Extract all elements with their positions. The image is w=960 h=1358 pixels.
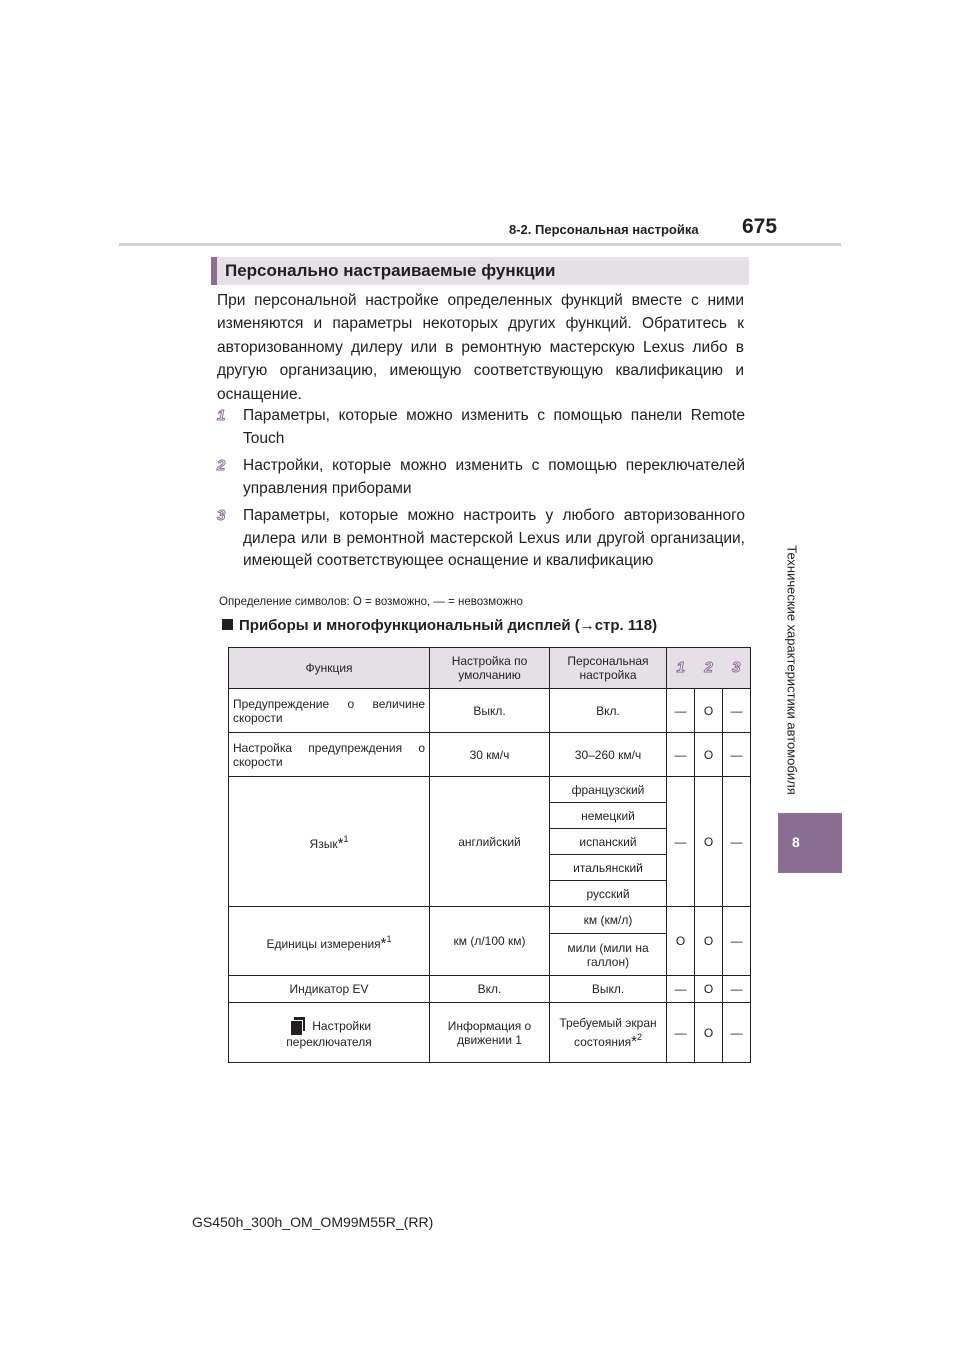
table-row: [229, 777, 751, 803]
table-row: [229, 907, 751, 934]
method-2: O: [695, 689, 723, 733]
option-value: русский: [550, 881, 667, 907]
circled-number-icon: 3: [217, 507, 226, 524]
function-name-text: Язык: [309, 837, 338, 851]
circled-number-icon: 1: [217, 407, 226, 424]
function-name: Индикатор EV: [229, 976, 430, 1003]
header-rule: [119, 243, 841, 246]
personal-value: 30–260 км/ч: [550, 733, 667, 777]
method-1: —: [667, 1003, 695, 1063]
method-1: —: [667, 976, 695, 1003]
list-item-text: Параметры, которые можно изменить с помощью панели Remote Touch: [243, 407, 745, 447]
intro-paragraph: При персональной настройке определенных функций вместе с ними изменяются и параметры некоторых других функций. Обратитесь к авторизованному дилеру или в ремонтную мастерскую Lexus либо в другую организацию, имеющую соответствующую квалификацию и оснащение.: [217, 292, 744, 403]
default-value: 30 км/ч: [430, 733, 550, 777]
function-name: [229, 777, 430, 907]
footnote-ref: 2: [637, 1032, 643, 1042]
settings-table: [228, 647, 751, 1063]
option-value: км (км/л): [550, 907, 667, 934]
list-item-text: Параметры, которые можно настроить у любого авторизованного дилера или в ремонтной мастерской Lexus или другой организации, имеющей соответствующее оснащение и квалификацию: [243, 507, 745, 569]
method-1: —: [667, 733, 695, 777]
function-name: Предупреждение о величине скорости: [229, 689, 430, 733]
default-value: Вкл.: [430, 976, 550, 1003]
personal-value: [550, 1003, 667, 1063]
footnote-star-icon: *: [631, 1033, 637, 1050]
side-chapter-label: [784, 537, 800, 803]
function-name: [229, 907, 430, 976]
method-2: O: [695, 733, 723, 777]
header-function: Функция: [229, 648, 430, 689]
list-item-text: Настройки, которые можно изменить с помощью переключателей управления приборами: [243, 457, 745, 497]
header-personal: Персональная настройка: [550, 648, 667, 689]
option-value: французский: [550, 777, 667, 803]
page-number: 675: [742, 215, 778, 238]
default-value: Информация о движении 1: [430, 1003, 550, 1063]
header-default: Настройка по умолчанию: [430, 648, 550, 689]
table-row: [229, 689, 751, 733]
section-accent: [211, 257, 217, 285]
side-chapter-text: Технические характеристики автомобиля: [784, 545, 800, 795]
default-value: км (л/100 км): [430, 907, 550, 976]
circled-number-icon: 1: [676, 659, 685, 676]
footnote-ref: 1: [343, 834, 349, 844]
circled-number-icon: 3: [732, 659, 741, 676]
method-1: —: [667, 689, 695, 733]
document-stack-icon: [291, 1017, 305, 1034]
circled-number-icon: 2: [704, 659, 713, 676]
personal-value: Вкл.: [550, 689, 667, 733]
symbol-legend: Определение символов: O = возможно, — = невозможно: [219, 596, 523, 608]
footer-doc-code: GS450h_300h_OM_OM99M55R_(RR): [192, 1214, 434, 1230]
method-3: —: [723, 733, 751, 777]
subheading: [222, 617, 657, 634]
function-name: Настройка предупреждения о скорости: [229, 733, 430, 777]
personal-value-text: Требуемый экран состояния: [559, 1016, 657, 1049]
default-value: Выкл.: [430, 689, 550, 733]
function-name-text: Единицы измерения: [266, 936, 381, 951]
subheading-text[interactable]: Приборы и многофункциональный дисплей (→стр. 118): [239, 617, 658, 634]
header-methods: [667, 648, 751, 689]
section-title: Персонально настраиваемые функции: [225, 261, 556, 280]
footnote-star-icon: *: [380, 934, 387, 952]
function-name-line2: переключателя: [286, 1034, 372, 1049]
method-2: O: [695, 976, 723, 1003]
method-2: O: [695, 1003, 723, 1063]
table-row: [229, 1003, 751, 1063]
personal-value: Выкл.: [550, 976, 667, 1003]
footnote-star-icon: *: [337, 835, 344, 852]
option-value: испанский: [550, 829, 667, 855]
table-row: [229, 976, 751, 1003]
default-value: английский: [430, 777, 550, 907]
option-value: мили (мили на галлон): [550, 934, 667, 976]
section-heading: [211, 257, 749, 285]
header-section-title: 8-2. Персональная настройка: [509, 222, 699, 237]
footnote-ref: 1: [386, 933, 392, 944]
square-bullet-icon: [222, 619, 233, 630]
method-1: O: [667, 907, 695, 976]
method-2: O: [695, 907, 723, 976]
method-3: —: [723, 1003, 751, 1063]
method-3: —: [723, 689, 751, 733]
chapter-tab[interactable]: [778, 813, 842, 873]
chapter-tab-number: 8: [792, 834, 800, 850]
method-3: —: [723, 976, 751, 1003]
method-3: —: [723, 907, 751, 976]
option-value: итальянский: [550, 855, 667, 881]
option-value: немецкий: [550, 803, 667, 829]
function-name: [229, 1003, 430, 1063]
table-header-row: [229, 648, 751, 689]
circled-number-icon: 2: [217, 457, 226, 474]
method-1: —: [667, 777, 695, 907]
function-name-line1: Настройки: [312, 1018, 372, 1033]
method-3: —: [723, 777, 751, 907]
table-row: [229, 733, 751, 777]
method-2: O: [695, 777, 723, 907]
